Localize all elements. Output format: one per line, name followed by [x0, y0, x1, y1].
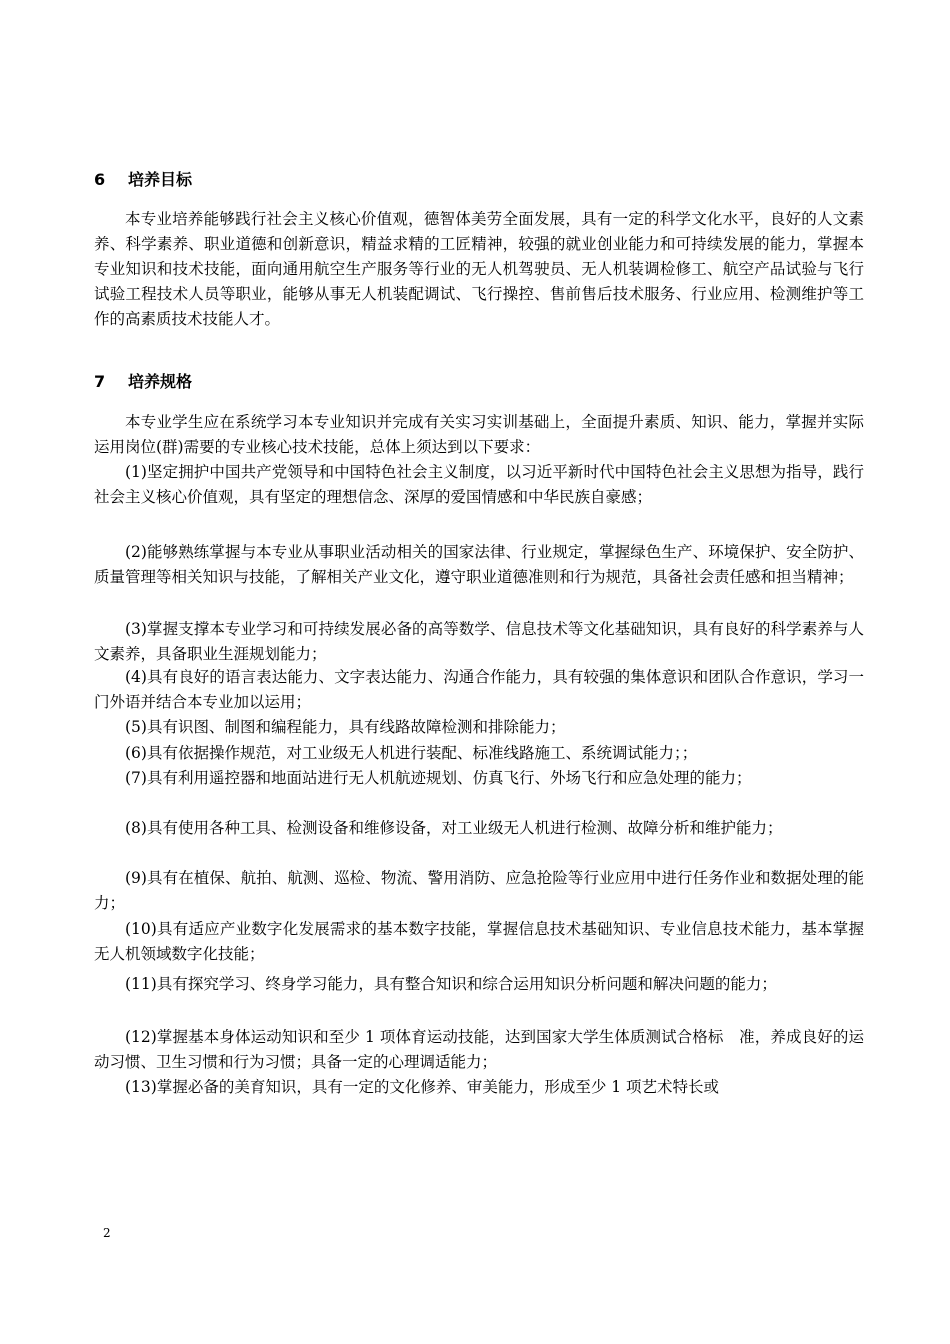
- requirement-item-2: (2)能够熟练掌握与本专业从事职业活动相关的国家法律、行业规定，掌握绿色生产、环境保护、安全防护、质量管理等相关知识与技能，了解相关产业文化，遵守职业道德准则和行为规范，具备社会责任感和担当精神；: [94, 543, 864, 586]
- section-7-heading: [94, 372, 192, 392]
- section-7-title: 培养规格: [128, 372, 193, 391]
- requirement-item-12: (12)掌握基本身体运动知识和至少 1 项体育运动技能，达到国家大学生体质测试合格标 准，养成良好的运动习惯、卫生习惯和行为习惯；具备一定的心理调适能力；: [94, 1028, 864, 1071]
- requirement-item-11: (11)具有探究学习、终身学习能力，具有整合知识和综合运用知识分析问题和解决问题的能力；: [125, 975, 777, 993]
- section-7-number: 7: [94, 372, 106, 391]
- requirement-item-7: (7)具有利用遥控器和地面站进行无人机航迹规划、仿真飞行、外场飞行和应急处理的能力；: [125, 769, 752, 787]
- requirement-item-13: (13)掌握必备的美育知识，具有一定的文化修养、审美能力，形成至少 1 项艺术特长或: [125, 1078, 720, 1096]
- requirement-item-3: (3)掌握支撑本专业学习和可持续发展必备的高等数学、信息技术等文化基础知识，具有良好的科学素养与人文素养，具备职业生涯规划能力；: [94, 620, 864, 663]
- requirement-item-1: (1)坚定拥护中国共产党领导和中国特色社会主义制度，以习近平新时代中国特色社会主义思想为指导，践行社会主义核心价值观，具有坚定的理想信念、深厚的爱国情感和中华民族自豪感；: [94, 463, 864, 506]
- page-number: 2: [103, 1226, 111, 1240]
- section-6-heading: [94, 170, 192, 190]
- requirement-item-6: (6)具有依据操作规范，对工业级无人机进行装配、标准线路施工、系统调试能力；；: [125, 744, 698, 762]
- requirement-item-8: (8)具有使用各种工具、检测设备和维修设备，对工业级无人机进行检测、故障分析和维护能力；: [125, 819, 783, 837]
- requirement-item-4: (4)具有良好的语言表达能力、文字表达能力、沟通合作能力，具有较强的集体意识和团队合作意识，学习一门外语并结合本专业加以运用；: [94, 668, 864, 711]
- requirement-item-5: (5)具有识图、制图和编程能力，具有线路故障检测和排除能力；: [125, 718, 566, 736]
- section-7-intro: 本专业学生应在系统学习本专业知识并完成有关实习实训基础上，全面提升素质、知识、能力，掌握并实际运用岗位(群)需要的专业核心技术技能，总体上须达到以下要求：: [94, 413, 864, 456]
- section-6-number: 6: [94, 170, 106, 189]
- section-6-title: 培养目标: [128, 170, 193, 189]
- requirement-item-9: (9)具有在植保、航拍、航测、巡检、物流、警用消防、应急抢险等行业应用中进行任务作业和数据处理的能力；: [94, 869, 864, 912]
- requirement-item-10: (10)具有适应产业数字化发展需求的基本数字技能，掌握信息技术基础知识、专业信息技术能力，基本掌握无人机领域数字化技能；: [94, 920, 864, 963]
- section-6-body: 本专业培养能够践行社会主义核心价值观，德智体美劳全面发展，具有一定的科学文化水平，良好的人文素养、科学素养、职业道德和创新意识，精益求精的工匠精神，较强的就业创业能力和可持续发展的能力，掌握本专业知识和技术技能，面向通用航空生产服务等行业的无人机驾驶员、无人机装调检修工、航空产品试验与飞行试验工程技术人员等职业，能够从事无人机装配调试、飞行操控、售前售后技术服务、行业应用、检测维护等工作的高素质技术技能人才。: [94, 210, 864, 328]
